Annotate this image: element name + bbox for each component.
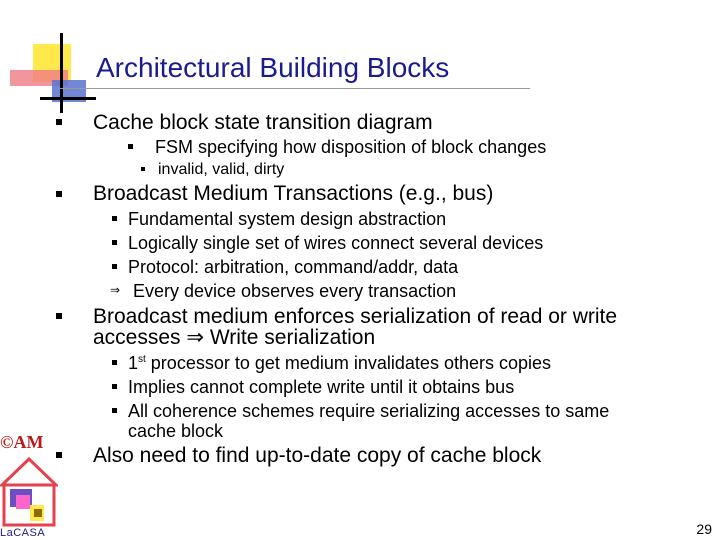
- page-number: 29: [696, 521, 712, 537]
- title-underline: [60, 88, 530, 89]
- bullet-first-processor: [128, 354, 551, 372]
- serialization-post: Write serialization: [203, 326, 376, 349]
- bullet-implies-bus: Implies cannot complete write until it obtains bus: [128, 377, 515, 397]
- ordinal-suffix: st: [138, 354, 146, 365]
- first-processor-text: processor to get medium invalidates others copies: [145, 353, 551, 373]
- bullet-up-to-date: Also need to find up-to-date copy of cache block: [93, 444, 542, 467]
- bullet-observes: Every device observes every transaction: [133, 281, 457, 301]
- bullet-cache-block: Cache block state transition diagram: [93, 111, 433, 134]
- bullet-broadcast-transactions: Broadcast Medium Transactions (e.g., bus): [93, 182, 494, 205]
- implies-arrow-icon: ⇒: [186, 326, 204, 349]
- bullet-square-icon: [56, 191, 62, 197]
- lab-logo-text: LaCASA: [0, 527, 46, 539]
- bullet-square-icon: [112, 408, 117, 413]
- ordinal-number: 1: [128, 353, 139, 373]
- bullet-coherence-line2: cache block: [128, 421, 224, 441]
- am-mark: ©AM: [0, 432, 44, 452]
- bullet-serialization-line1: Broadcast medium enforces serialization of read or write: [93, 305, 618, 328]
- bullet-abstraction: Fundamental system design abstraction: [128, 209, 447, 229]
- lacasa-house-logo-icon: [0, 455, 58, 527]
- slide-title: Architectural Building Blocks: [96, 52, 450, 83]
- bullet-fsm: FSM specifying how disposition of block changes: [155, 137, 547, 157]
- bullet-square-icon: [141, 167, 145, 171]
- bullet-states: invalid, valid, dirty: [158, 161, 285, 178]
- bullet-square-icon: [112, 240, 117, 245]
- bullet-serialization-line2: [93, 327, 375, 348]
- corner-decoration: [0, 0, 100, 115]
- serialization-pre: accesses: [93, 326, 187, 349]
- bullet-square-icon: [112, 360, 117, 365]
- bullet-coherence-line1: All coherence schemes require serializing accesses to same: [128, 401, 610, 421]
- implies-arrow-icon: ⇒: [110, 283, 121, 297]
- bullet-square-icon: [112, 264, 117, 269]
- bullet-square-icon: [112, 384, 117, 389]
- bullet-square-icon: [56, 313, 62, 319]
- bullet-protocol: Protocol: arbitration, command/addr, data: [128, 257, 459, 277]
- bullet-square-icon: [128, 144, 133, 149]
- bullet-square-icon: [112, 216, 117, 221]
- bullet-wires: Logically single set of wires connect several devices: [128, 233, 544, 253]
- bullet-square-icon: [56, 119, 62, 125]
